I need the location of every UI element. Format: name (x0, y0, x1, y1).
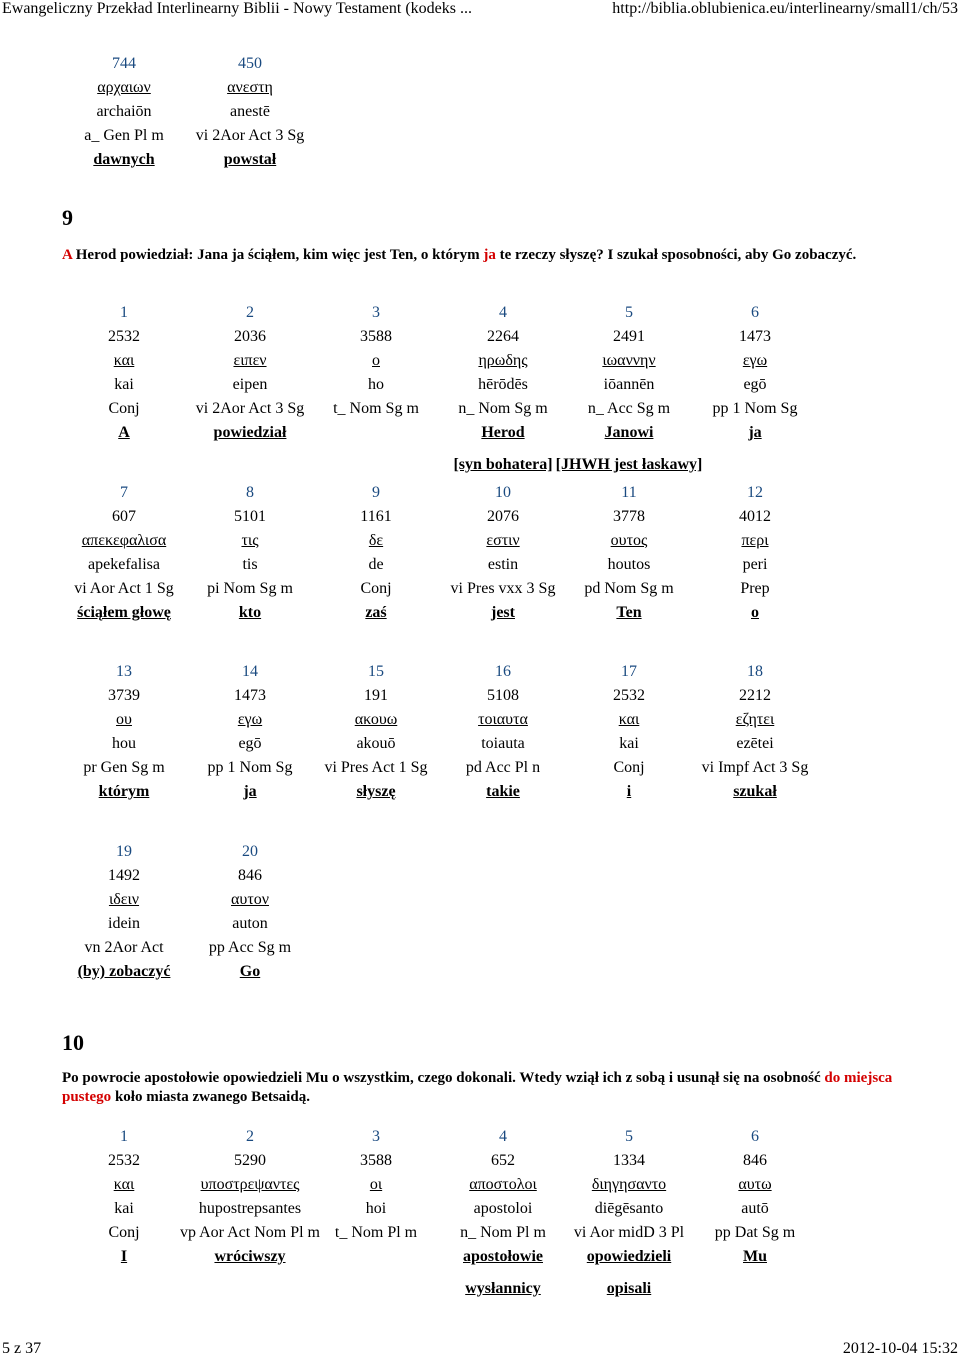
strong-number: 3588 (360, 328, 392, 345)
morphology: n_ Nom Pl m (460, 1224, 546, 1241)
word-index: 18 (747, 663, 763, 680)
transliteration: estin (487, 556, 519, 573)
strong-number: 2491 (613, 328, 645, 345)
morphology: Conj (613, 759, 645, 776)
transliteration: akouō (356, 735, 396, 752)
strong-number: 5101 (234, 508, 266, 525)
transliteration: iōannēn (603, 376, 655, 393)
strong-number: 191 (364, 687, 388, 704)
greek-word-link[interactable]: αυτω (738, 1176, 772, 1193)
morphology: vi Aor midD 3 Pl (573, 1224, 685, 1241)
transliteration: anestē (230, 103, 270, 120)
morphology: vi 2Aor Act 3 Sg (195, 400, 305, 417)
polish-translation-link[interactable]: powstał (223, 151, 277, 168)
polish-translation-link[interactable]: jest (491, 604, 515, 621)
morphology: vi Pres Act 1 Sg (324, 759, 428, 776)
polish-translation-link[interactable]: ściąłem głowę (77, 604, 171, 621)
greek-word-link[interactable]: ο (372, 352, 380, 369)
morphology: Conj (108, 400, 140, 417)
browser-print-header (0, 0, 960, 20)
strong-number: 2532 (108, 1152, 140, 1169)
morphology: vi Aor Act 1 Sg (74, 580, 174, 597)
greek-word-link[interactable]: εζητει (735, 711, 775, 728)
greek-word-link[interactable]: ουτος (610, 532, 648, 549)
strong-number: 5290 (234, 1152, 266, 1169)
strong-number: 3739 (108, 687, 140, 704)
strong-number: 2532 (613, 687, 645, 704)
polish-translation-link[interactable]: I (120, 1248, 128, 1265)
strong-number: 2532 (108, 328, 140, 345)
polish-note-link[interactable]: [syn bohatera] (453, 456, 553, 473)
greek-word-link[interactable]: τις (241, 532, 259, 549)
morphology: pp 1 Nom Sg (712, 400, 798, 417)
greek-word-link[interactable]: ιωαννην (602, 352, 656, 369)
morphology: vi 2Aor Act 3 Sg (195, 127, 305, 144)
word-index: 11 (621, 484, 637, 501)
strong-number: 3778 (613, 508, 645, 525)
polish-translation-link[interactable]: słyszę (356, 783, 396, 800)
strong-number: 1492 (108, 867, 140, 884)
greek-word-link[interactable]: ανεστη (227, 79, 273, 96)
strong-number: 2076 (487, 508, 519, 525)
greek-word-link[interactable]: διηγησαντο (591, 1176, 667, 1193)
transliteration: houtos (607, 556, 651, 573)
word-index: 9 (372, 484, 380, 501)
greek-word-link[interactable]: και (113, 1176, 135, 1193)
transliteration: autō (741, 1200, 769, 1217)
transliteration: diēgēsanto (594, 1200, 664, 1217)
transliteration: toiauta (481, 735, 525, 752)
morphology: Prep (740, 580, 770, 597)
strong-number: 2264 (487, 328, 519, 345)
morphology: vp Aor Act Nom Pl m (179, 1224, 320, 1241)
strong-number: 5108 (487, 687, 519, 704)
transliteration: kai (619, 735, 639, 752)
verse-text (62, 1069, 902, 1107)
verse-text-segment: Po powrocie apostołowie opowiedzieli Mu o wszystkim, czego dokonali. Wtedy wziął ich z sobą i usunął się na osobność (62, 1070, 825, 1086)
polish-note-link[interactable]: [JHWH jest łaskawy] (555, 456, 703, 473)
morphology: t_ Nom Pl m (334, 1224, 418, 1241)
polish-translation-link[interactable]: o (751, 604, 759, 621)
highlighted-phrase: ja (483, 247, 496, 263)
transliteration: hoi (365, 1200, 387, 1217)
transliteration: idein (108, 915, 140, 932)
word-index: 3 (372, 304, 380, 321)
word-index: 6 (751, 1128, 759, 1145)
strong-number: 2212 (739, 687, 771, 704)
greek-word-link[interactable]: ου (116, 711, 132, 728)
polish-translation-link[interactable]: Janowi (604, 424, 654, 441)
morphology: vi Pres vxx 3 Sg (450, 580, 556, 597)
verse-number: 10 (62, 1030, 84, 1055)
morphology: pd Nom Sg m (584, 580, 674, 597)
greek-word-link[interactable]: και (113, 352, 135, 369)
greek-word-link[interactable]: υποστρεψαντες (200, 1176, 300, 1193)
word-index: 17 (621, 663, 637, 680)
word-index: 10 (495, 484, 511, 501)
greek-word-link[interactable]: ιδειν (108, 891, 140, 908)
greek-word-link[interactable]: εγω (742, 352, 768, 369)
morphology: t_ Nom Sg m (333, 400, 419, 417)
word-index: 15 (368, 663, 384, 680)
greek-word-link[interactable]: αυτον (231, 891, 269, 908)
word-index: 20 (242, 843, 258, 860)
print-timestamp: 2012-10-04 15:32 (842, 1340, 958, 1357)
transliteration: de (368, 556, 384, 573)
strong-number: 1473 (739, 328, 771, 345)
verse-number: 9 (62, 205, 73, 230)
strong-number: 846 (238, 867, 262, 884)
greek-word-link[interactable]: απεκεφαλισα (81, 532, 167, 549)
browser-print-footer (0, 1340, 960, 1358)
morphology: pi Nom Sg m (207, 580, 293, 597)
greek-word-link[interactable]: και (618, 711, 640, 728)
word-index: 7 (120, 484, 128, 501)
greek-word-link[interactable]: τοιαυτα (478, 711, 528, 728)
polish-translation-link[interactable]: (by) zobaczyć (77, 963, 171, 980)
polish-translation-link[interactable]: apostołowie (463, 1248, 543, 1265)
highlighted-phrase: do miejsca pustego (62, 1070, 893, 1105)
strong-number: 744 (112, 55, 136, 72)
greek-word-link[interactable]: οι (369, 1176, 383, 1193)
page-counter: 5 z 37 (2, 1340, 42, 1357)
transliteration: ho (368, 376, 384, 393)
polish-translation-link[interactable]: Ten (616, 604, 642, 621)
transliteration: peri (742, 556, 768, 573)
polish-translation-link[interactable]: Go (239, 963, 261, 980)
word-index: 13 (116, 663, 132, 680)
transliteration: apostoloi (473, 1200, 533, 1217)
strong-number: 607 (112, 508, 136, 525)
strong-number: 1473 (234, 687, 266, 704)
transliteration: eipen (232, 376, 268, 393)
transliteration: ezētei (736, 735, 774, 752)
greek-word-link[interactable]: ειπεν (233, 352, 267, 369)
morphology: pp Acc Sg m (208, 939, 292, 956)
word-index: 1 (120, 304, 128, 321)
transliteration: hupostrepsantes (198, 1200, 302, 1217)
word-index: 8 (246, 484, 254, 501)
polish-translation-link[interactable]: kto (238, 604, 262, 621)
polish-translation-link[interactable]: i (626, 783, 632, 800)
transliteration: hou (112, 735, 136, 752)
transliteration: kai (114, 376, 134, 393)
morphology: pp 1 Nom Sg (207, 759, 293, 776)
page-title: Ewangeliczny Przekład Interlinearny Biblii - Nowy Testament (kodeks ... (2, 0, 473, 17)
word-index: 3 (372, 1128, 380, 1145)
word-index: 12 (747, 484, 763, 501)
strong-number: 4012 (739, 508, 771, 525)
polish-translation-link[interactable]: wróciwszy (214, 1248, 286, 1265)
transliteration: egō (743, 376, 767, 393)
morphology: pr Gen Sg m (83, 759, 165, 776)
transliteration: hērōdēs (478, 376, 528, 393)
word-index: 16 (495, 663, 511, 680)
strong-number: 2036 (234, 328, 266, 345)
verse-text-segment: Herod powiedział: Jana ja ściąłem, kim więc jest Ten, o którym (72, 247, 484, 263)
greek-word-link[interactable]: αρχαιων (97, 79, 151, 96)
polish-translation-link[interactable]: Herod (481, 424, 525, 441)
greek-word-link[interactable]: ηρωδης (478, 352, 528, 369)
word-index: 5 (625, 1128, 633, 1145)
word-index: 2 (246, 304, 254, 321)
polish-note-link[interactable]: wysłannicy (465, 1280, 541, 1297)
polish-translation-link[interactable]: A (118, 424, 130, 441)
word-index: 4 (499, 1128, 507, 1145)
greek-word-link[interactable]: περι (741, 532, 769, 549)
greek-word-link[interactable]: εστιν (486, 532, 520, 549)
strong-number: 846 (743, 1152, 767, 1169)
greek-word-link[interactable]: ακουω (354, 711, 398, 728)
word-index: 2 (246, 1128, 254, 1145)
morphology: n_ Nom Sg m (458, 400, 548, 417)
transliteration: archaiōn (96, 103, 152, 120)
morphology: a_ Gen Pl m (84, 127, 164, 144)
transliteration: apekefalisa (88, 556, 160, 573)
highlighted-phrase: A (62, 247, 73, 263)
transliteration: tis (242, 556, 258, 573)
transliteration: auton (232, 915, 268, 932)
word-index: 19 (116, 843, 132, 860)
polish-translation-link[interactable]: szukał (733, 783, 777, 800)
strong-number: 450 (238, 55, 262, 72)
strong-number: 3588 (360, 1152, 392, 1169)
verse-text-segment: te rzeczy słyszę? I szukał sposobności, aby Go zobaczyć. (495, 247, 857, 263)
strong-number: 1334 (613, 1152, 645, 1169)
morphology: Conj (108, 1224, 140, 1241)
greek-word-link[interactable]: εγω (237, 711, 263, 728)
polish-translation-link[interactable]: zaś (365, 604, 387, 621)
greek-word-link[interactable]: αποστολοι (469, 1176, 537, 1193)
word-index: 6 (751, 304, 759, 321)
polish-translation-link[interactable]: Mu (743, 1248, 767, 1265)
greek-word-link[interactable]: δε (368, 532, 384, 549)
polish-translation-link[interactable]: dawnych (93, 151, 155, 168)
transliteration: kai (114, 1200, 134, 1217)
polish-note-link[interactable]: opisali (606, 1280, 652, 1297)
morphology: vi Impf Act 3 Sg (701, 759, 809, 776)
strong-number: 652 (491, 1152, 515, 1169)
morphology: vn 2Aor Act (84, 939, 164, 956)
morphology: pp Dat Sg m (714, 1224, 796, 1241)
polish-translation-link[interactable]: ja (748, 424, 762, 441)
morphology: pd Acc Pl n (465, 759, 541, 776)
polish-translation-link[interactable]: którym (98, 783, 150, 800)
morphology: Conj (360, 580, 392, 597)
polish-translation-link[interactable]: powiedział (213, 424, 287, 441)
polish-translation-link[interactable]: opowiedzieli (586, 1248, 672, 1265)
word-index: 5 (625, 304, 633, 321)
word-index: 14 (242, 663, 258, 680)
word-index: 1 (120, 1128, 128, 1145)
page-url: http://biblia.oblubienica.eu/interlinearny/small1/ch/53 (612, 0, 958, 17)
polish-translation-link[interactable]: ja (243, 783, 257, 800)
word-index: 4 (499, 304, 507, 321)
transliteration: egō (238, 735, 262, 752)
verse-text-segment: koło miasta zwanego Betsaidą. (111, 1089, 310, 1105)
strong-number: 1161 (360, 508, 392, 525)
morphology: n_ Acc Sg m (587, 400, 671, 417)
polish-translation-link[interactable]: takie (486, 783, 520, 800)
verse-text (62, 246, 902, 265)
